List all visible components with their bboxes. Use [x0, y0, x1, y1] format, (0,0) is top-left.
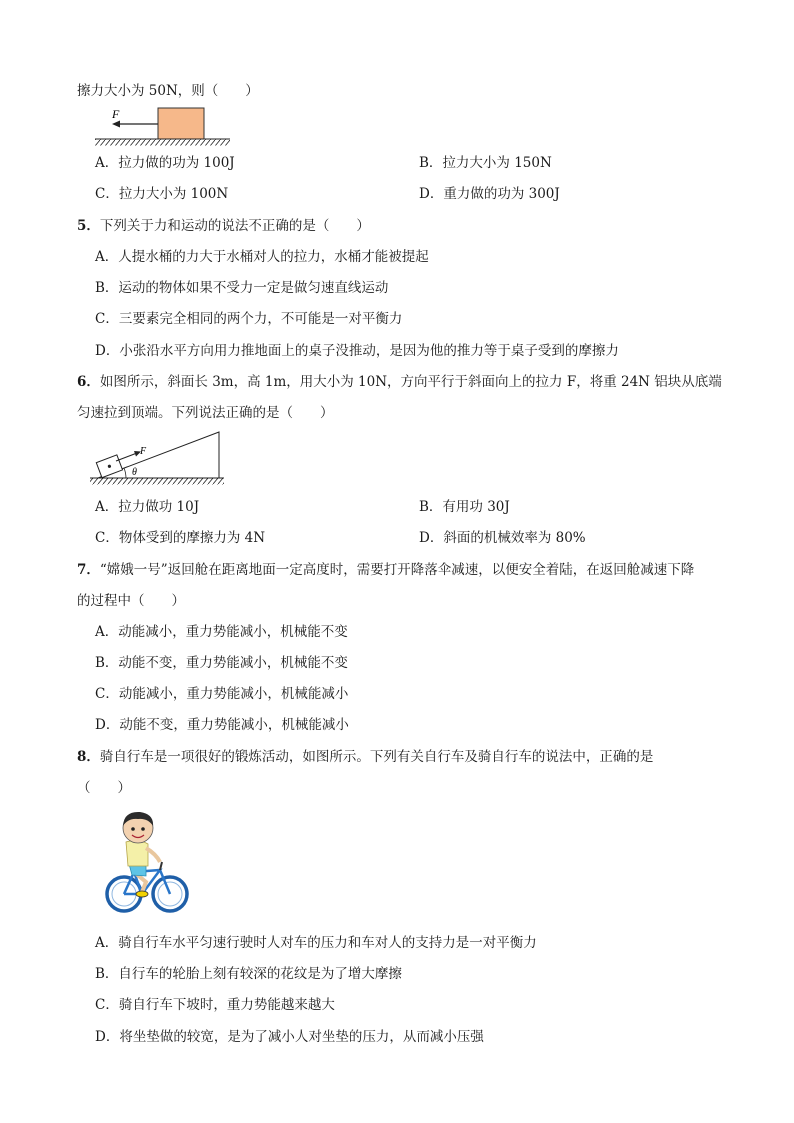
q6-stem-line2: 匀速拉到顶端。下列说法正确的是（ ） [77, 405, 334, 421]
q4-figure-block-pulled [90, 104, 240, 150]
q6-option-a[interactable]: A．拉力做功 10J [95, 499, 200, 515]
q7-option-c[interactable]: C．动能减小，重力势能减小，机械能减小 [95, 686, 349, 702]
q8-option-a[interactable]: A．骑自行车水平匀速行驶时人对车的压力和车对人的支持力是一对平衡力 [95, 935, 537, 951]
q8-stem-line1 [77, 748, 653, 766]
q8-number: 8． [77, 749, 100, 765]
q6-stem-text-1: 如图所示，斜面长 3m，高 1m，用大小为 10N，方向平行于斜面向上的拉力 F，将重 24N 铝块从底端 [99, 374, 722, 390]
q4-stem-tail: 擦力大小为 50N，则（ ） [77, 83, 259, 99]
q5-stem [77, 217, 370, 235]
q8-option-d[interactable]: D．将坐垫做的较宽，是为了减小人对坐垫的压力，从而减小压强 [95, 1029, 484, 1045]
force-label: F [112, 107, 120, 121]
q4-option-d[interactable]: D．重力做的功为 300J [419, 186, 560, 202]
q5-stem-text: 下列关于力和运动的说法不正确的是（ ） [99, 218, 370, 234]
q7-stem-text-1: “嫦娥一号”返回舱在距离地面一定高度时，需要打开降落伞减速，以便安全着陆，在返回舱减速下降 [99, 562, 695, 578]
q4-option-c[interactable]: C．拉力大小为 100N [95, 186, 229, 202]
q8-option-b[interactable]: B．自行车的轮胎上刻有较深的花纹是为了增大摩擦 [95, 966, 402, 982]
ground-hatch [95, 140, 230, 146]
q7-stem-line2: 的过程中（ ） [77, 593, 185, 609]
q6-option-b[interactable]: B．有用功 30J [419, 499, 510, 515]
q7-option-b[interactable]: B．动能不变，重力势能减小，机械能不变 [95, 655, 348, 671]
q6-number: 6． [77, 374, 100, 390]
q6-stem-line1 [77, 373, 722, 391]
q8-stem-text-1: 骑自行车是一项很好的锻炼活动，如图所示。下列有关自行车及骑自行车的说法中，正确的是 [99, 749, 654, 765]
q6-figure-incline [88, 430, 228, 488]
q5-option-c[interactable]: C．三要素完全相同的两个力，不可能是一对平衡力 [95, 311, 403, 327]
q5-number: 5． [77, 218, 100, 234]
q7-option-a[interactable]: A．动能减小，重力势能减小，机械能不变 [95, 624, 348, 640]
q7-stem-line1 [77, 561, 694, 579]
q5-option-a[interactable]: A．人提水桶的力大于水桶对人的拉力，水桶才能被提起 [95, 249, 429, 265]
force-arrow [116, 453, 137, 461]
q8-figure-boy-on-bicycle [102, 808, 192, 918]
q4-option-a[interactable]: A．拉力做的功为 100J [95, 155, 235, 171]
q6-option-d[interactable]: D．斜面的机械效率为 80% [419, 530, 586, 546]
ground-hatch [90, 479, 224, 485]
angle-label: θ [132, 467, 137, 478]
q6-option-c[interactable]: C．物体受到的摩擦力为 4N [95, 530, 266, 546]
q8-option-c[interactable]: C．骑自行车下坡时，重力势能越来越大 [95, 997, 335, 1013]
q8-stem-line2: （ ） [77, 780, 131, 796]
block [158, 108, 204, 139]
q7-option-d[interactable]: D．动能不变，重力势能减小，机械能减小 [95, 717, 349, 733]
force-label: F [140, 446, 147, 457]
q5-option-d[interactable]: D．小张沿水平方向用力推地面上的桌子没推动，是因为他的推力等于桌子受到的摩擦力 [95, 343, 619, 359]
q4-option-b[interactable]: B．拉力大小为 150N [419, 155, 552, 171]
q5-option-b[interactable]: B．运动的物体如果不受力一定是做匀速直线运动 [95, 280, 389, 296]
force-arrowhead [112, 121, 120, 128]
q7-number: 7． [77, 562, 100, 578]
